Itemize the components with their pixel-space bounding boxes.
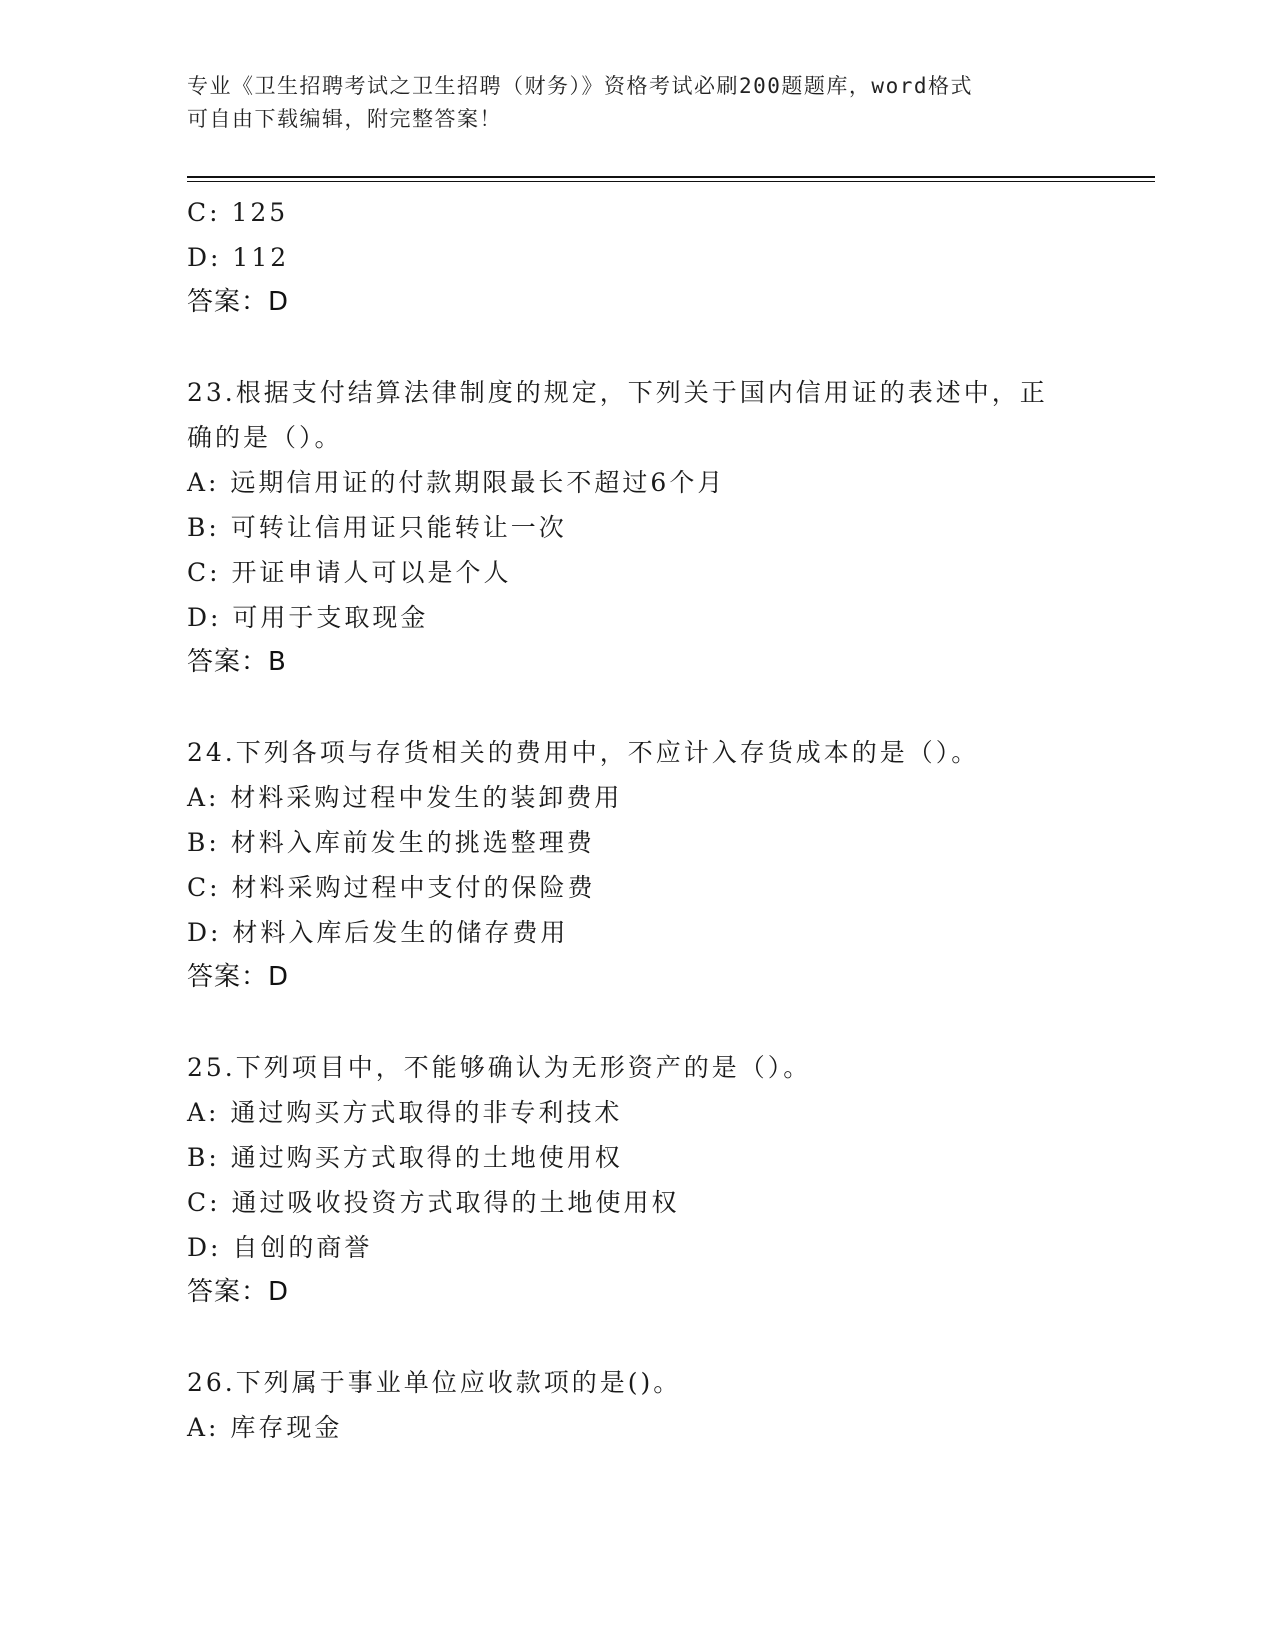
header-title-line-2: 可自由下载编辑，附完整答案！ (187, 107, 502, 131)
option-c: C: 通过吸收投资方式取得的土地使用权 (187, 1188, 680, 1217)
option-c: C: 材料采购过程中支付的保险费 (187, 873, 596, 902)
answer-line: 答案：D (187, 1277, 290, 1307)
question-24 (187, 730, 1087, 1000)
question-stem-continued: 确的是（）。 (187, 423, 343, 452)
question-stem: 24.下列各项与存货相关的费用中，不应计入存货成本的是（）。 (187, 738, 980, 767)
option-b: B: 通过购买方式取得的土地使用权 (187, 1143, 623, 1172)
spacer (187, 685, 1087, 730)
question-26 (187, 1360, 1087, 1450)
spacer (187, 1000, 1087, 1045)
option-d: D: 112 (187, 243, 290, 272)
document-header (187, 70, 1087, 136)
question-25 (187, 1045, 1087, 1315)
question-22-continued (187, 190, 1087, 325)
option-d: D: 自创的商誉 (187, 1233, 373, 1262)
option-a: A: 通过购买方式取得的非专利技术 (187, 1098, 623, 1127)
document-body (187, 190, 1087, 1450)
option-a: A: 远期信用证的付款期限最长不超过6个月 (187, 468, 726, 497)
header-divider-thick (187, 176, 1155, 178)
question-stem: 23.根据支付结算法律制度的规定，下列关于国内信用证的表述中，正 (187, 378, 1048, 407)
spacer (187, 325, 1087, 370)
question-stem: 25.下列项目中，不能够确认为无形资产的是（）。 (187, 1053, 812, 1082)
answer-line: 答案：B (187, 647, 287, 677)
option-c: C: 125 (187, 198, 289, 227)
spacer (187, 1315, 1087, 1360)
header-divider-thin (187, 181, 1155, 182)
option-b: B: 材料入库前发生的挑选整理费 (187, 828, 595, 857)
answer-line: 答案：D (187, 962, 290, 992)
answer-line: 答案：D (187, 287, 290, 317)
header-title-line-1: 专业《卫生招聘考试之卫生招聘（财务）》资格考试必刷200题题库，word格式 (187, 74, 973, 98)
option-d: D: 可用于支取现金 (187, 603, 429, 632)
question-stem: 26.下列属于事业单位应收款项的是()。 (187, 1368, 682, 1397)
option-c: C: 开证申请人可以是个人 (187, 558, 512, 587)
option-a: A: 材料采购过程中发生的装卸费用 (187, 783, 623, 812)
option-b: B: 可转让信用证只能转让一次 (187, 513, 567, 542)
option-a: A: 库存现金 (187, 1413, 343, 1442)
question-23 (187, 370, 1087, 685)
option-d: D: 材料入库后发生的储存费用 (187, 918, 569, 947)
